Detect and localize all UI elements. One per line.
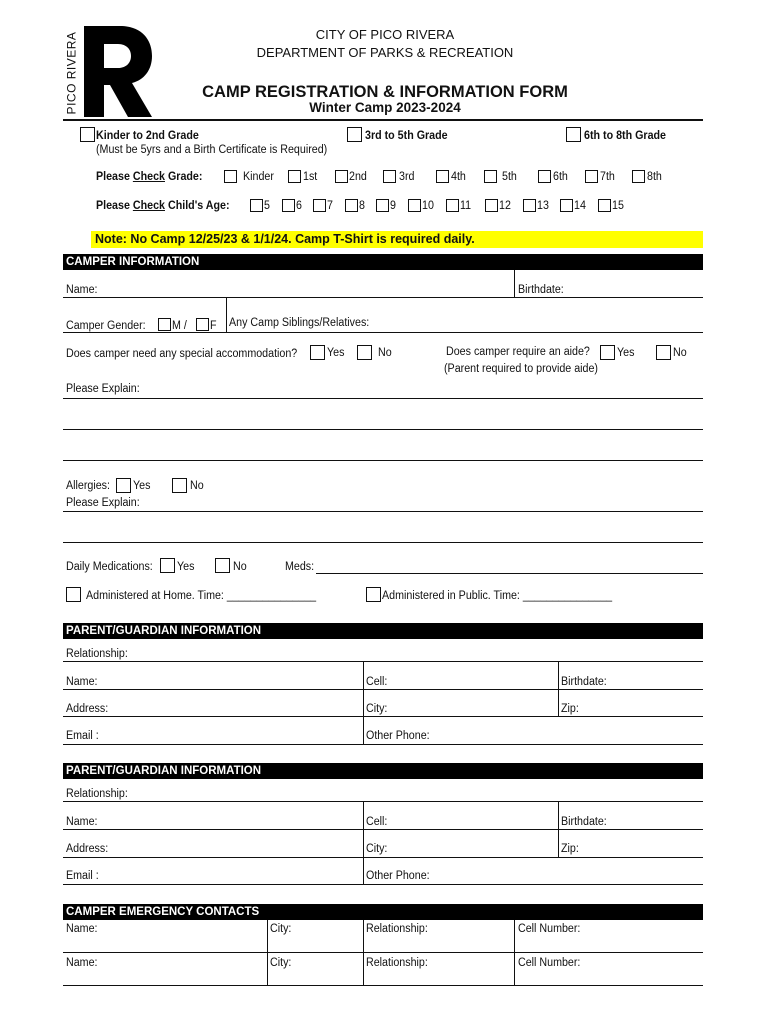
parent-1-zip-field[interactable]: Zip: (561, 703, 579, 715)
age-7-checkbox[interactable] (313, 199, 326, 212)
aide-yes-label: Yes (617, 347, 635, 359)
medications-no-label: No (233, 561, 247, 573)
camper-name-field[interactable]: Name: (66, 284, 98, 296)
aide-yes-checkbox[interactable] (600, 345, 615, 360)
allergies-no-label: No (190, 480, 204, 492)
accommodation-yes-label: Yes (327, 347, 345, 359)
parent-1-address-field[interactable]: Address: (66, 703, 109, 715)
meds-label: Meds: (285, 561, 315, 573)
3rd-to-5th-label: 3rd to 5th Grade (365, 130, 448, 142)
age-12-checkbox[interactable] (485, 199, 498, 212)
emergency-rule-2 (63, 985, 703, 986)
form-title: CAMP REGISTRATION & INFORMATION FORM (202, 83, 568, 101)
camper-birthdate-field[interactable]: Birthdate: (518, 284, 564, 296)
parent-2-rule-3 (63, 857, 703, 858)
administered-public-label: Administered in Public. Time: _______________ (382, 590, 613, 602)
parent-2-col-divider-2 (558, 801, 559, 857)
explain-line-1[interactable] (63, 398, 703, 399)
meds-field[interactable] (316, 573, 703, 574)
age-11-label: 11 (460, 200, 472, 212)
parent-1-header: PARENT/GUARDIAN INFORMATION (63, 623, 703, 639)
age-8-label: 8 (359, 200, 365, 212)
explain-line-2[interactable] (63, 429, 703, 430)
grade-4th-label: 4th (451, 171, 466, 183)
age-9-label: 9 (390, 200, 396, 212)
age-6-label: 6 (296, 200, 302, 212)
grade-label-check: Check (132, 171, 165, 183)
age-8-checkbox[interactable] (345, 199, 358, 212)
gender-m-checkbox[interactable] (158, 318, 171, 331)
age-11-checkbox[interactable] (446, 199, 459, 212)
parent-2-zip-field[interactable]: Zip: (561, 843, 579, 855)
emergency-1-cell-field[interactable]: Cell Number: (518, 923, 581, 935)
parent-2-address-field[interactable]: Address: (66, 843, 109, 855)
kinder-to-2nd-checkbox[interactable] (80, 127, 95, 142)
grade-6th-label: 6th (553, 171, 568, 183)
parent-2-rule-4 (63, 884, 703, 885)
gender-rule (63, 332, 703, 333)
logo-vertical-text: PICO RIVERA (64, 31, 79, 115)
allergies-yes-label: Yes (133, 480, 151, 492)
emergency-contacts-header: CAMPER EMERGENCY CONTACTS (63, 904, 703, 920)
parent-2-rule-2 (63, 829, 703, 830)
gender-f-checkbox[interactable] (196, 318, 209, 331)
grade-4th-checkbox[interactable] (436, 170, 449, 183)
grade-5th-label: 5th (502, 171, 517, 183)
parent-1-other-phone-field[interactable]: Other Phone: (366, 730, 430, 742)
grade-6th-checkbox[interactable] (538, 170, 551, 183)
age-row-label (96, 200, 230, 213)
allergies-explain-label: Please Explain: (66, 497, 140, 509)
accommodation-question: Does camper need any special accommodation? (66, 348, 298, 360)
medications-yes-checkbox[interactable] (160, 558, 175, 573)
age-10-label: 10 (422, 200, 434, 212)
emergency-rule-1 (63, 952, 703, 953)
age-5-label: 5 (264, 200, 270, 212)
age-9-checkbox[interactable] (376, 199, 389, 212)
grade-5th-checkbox[interactable] (484, 170, 497, 183)
age-12-label: 12 (499, 200, 511, 212)
parent-2-other-phone-field[interactable]: Other Phone: (366, 870, 430, 882)
kinder-to-2nd-label: Kinder to 2nd Grade (96, 130, 199, 142)
accommodation-no-checkbox[interactable] (357, 345, 372, 360)
form-subtitle: Winter Camp 2023-2024 (309, 100, 461, 115)
parent-2-header: PARENT/GUARDIAN INFORMATION (63, 763, 703, 779)
grade-3rd-label: 3rd (399, 171, 415, 183)
header-rule (63, 119, 703, 121)
gender-m-label: M / (172, 320, 187, 332)
age-13-label: 13 (537, 200, 549, 212)
6th-to-8th-label: 6th to 8th Grade (584, 130, 667, 142)
gender-f-label: F (210, 320, 217, 332)
age-10-checkbox[interactable] (408, 199, 421, 212)
camper-gender-label: Camper Gender: (66, 320, 146, 332)
grade-label-pre: Please (96, 171, 133, 183)
age-label-check: Check (132, 200, 165, 212)
accommodation-no-label: No (378, 347, 392, 359)
age-7-label: 7 (327, 200, 333, 212)
parent-2-cell-field[interactable]: Cell: (366, 816, 388, 828)
medications-label: Daily Medications: (66, 561, 153, 573)
kinder-requirement-note: (Must be 5yrs and a Birth Certificate is Required) (96, 144, 328, 156)
aide-no-checkbox[interactable] (656, 345, 671, 360)
grade-kinder-checkbox[interactable] (224, 170, 237, 183)
6th-to-8th-checkbox[interactable] (566, 127, 581, 142)
medications-yes-label: Yes (177, 561, 195, 573)
emergency-2-city-field[interactable]: City: (270, 957, 292, 969)
siblings-field[interactable]: Any Camp Siblings/Relatives: (229, 317, 370, 329)
emergency-1-relationship-field[interactable]: Relationship: (366, 923, 428, 935)
allergies-yes-checkbox[interactable] (116, 478, 131, 493)
age-14-label: 14 (574, 200, 586, 212)
grade-1st-checkbox[interactable] (288, 170, 301, 183)
age-5-checkbox[interactable] (250, 199, 263, 212)
medications-no-checkbox[interactable] (215, 558, 230, 573)
aide-question: Does camper require an aide? (446, 346, 590, 358)
grade-7th-checkbox[interactable] (585, 170, 598, 183)
parent-1-name-field[interactable]: Name: (66, 676, 98, 688)
accommodation-yes-checkbox[interactable] (310, 345, 325, 360)
allergies-line-1[interactable] (63, 511, 703, 512)
emergency-2-relationship-field[interactable]: Relationship: (366, 957, 428, 969)
allergies-line-2[interactable] (63, 542, 703, 543)
age-15-checkbox[interactable] (598, 199, 611, 212)
parent-1-relationship-field[interactable]: Relationship: (66, 648, 128, 660)
parent-1-cell-field[interactable]: Cell: (366, 676, 388, 688)
emergency-col-divider-1 (267, 920, 268, 985)
camper-information-header: CAMPER INFORMATION (63, 254, 703, 270)
emergency-col-divider-2 (363, 920, 364, 985)
aide-note: (Parent required to provide aide) (444, 363, 598, 375)
age-13-checkbox[interactable] (523, 199, 536, 212)
grade-1st-label: 1st (303, 171, 318, 183)
parent-2-city-field[interactable]: City: (366, 843, 388, 855)
grade-row-label (96, 171, 202, 184)
parent-1-col-divider-1 (363, 661, 364, 744)
camper-name-divider (514, 270, 515, 297)
parent-1-rule-2 (63, 689, 703, 690)
grade-kinder-label: Kinder (243, 171, 274, 183)
parent-2-birthdate-field[interactable]: Birthdate: (561, 816, 607, 828)
grade-7th-label: 7th (600, 171, 615, 183)
accommodation-explain-label: Please Explain: (66, 383, 140, 395)
parent-1-city-field[interactable]: City: (366, 703, 388, 715)
emergency-col-divider-3 (514, 920, 515, 985)
explain-line-3[interactable] (63, 460, 703, 461)
parent-2-email-field[interactable]: Email : (66, 870, 99, 882)
camp-closure-note: Note: No Camp 12/25/23 & 1/1/24. Camp T-Shirt is required daily. (91, 231, 703, 248)
emergency-1-name-field[interactable]: Name: (66, 923, 98, 935)
parent-1-rule-1 (63, 661, 703, 662)
age-6-checkbox[interactable] (282, 199, 295, 212)
department-name: DEPARTMENT OF PARKS & RECREATION (256, 45, 514, 60)
gender-divider (226, 297, 227, 332)
allergies-no-checkbox[interactable] (172, 478, 187, 493)
age-15-label: 15 (612, 200, 624, 212)
parent-1-birthdate-field[interactable]: Birthdate: (561, 676, 607, 688)
parent-2-rule-1 (63, 801, 703, 802)
grade-label-post: Grade: (164, 171, 203, 183)
administered-public-checkbox[interactable] (366, 587, 381, 602)
age-14-checkbox[interactable] (560, 199, 573, 212)
emergency-2-name-field[interactable]: Name: (66, 957, 98, 969)
grade-3rd-checkbox[interactable] (383, 170, 396, 183)
parent-1-email-field[interactable]: Email : (66, 730, 99, 742)
allergies-label: Allergies: (66, 480, 111, 492)
grade-2nd-label: 2nd (349, 171, 367, 183)
city-name: CITY OF PICO RIVERA (315, 27, 455, 42)
administered-home-label: Administered at Home. Time: _______________ (86, 590, 317, 602)
aide-no-label: No (673, 347, 687, 359)
parent-2-name-field[interactable]: Name: (66, 816, 98, 828)
age-label-pre: Please (96, 200, 133, 212)
parent-1-rule-3 (63, 716, 703, 717)
administered-home-checkbox[interactable] (66, 587, 81, 602)
emergency-2-cell-field[interactable]: Cell Number: (518, 957, 581, 969)
age-label-post: Child's Age: (164, 200, 230, 212)
grade-2nd-checkbox[interactable] (335, 170, 348, 183)
parent-2-relationship-field[interactable]: Relationship: (66, 788, 128, 800)
emergency-1-city-field[interactable]: City: (270, 923, 292, 935)
grade-8th-label: 8th (647, 171, 662, 183)
city-logo (62, 24, 157, 119)
3rd-to-5th-checkbox[interactable] (347, 127, 362, 142)
parent-1-rule-4 (63, 744, 703, 745)
camper-name-rule (63, 297, 703, 298)
parent-1-col-divider-2 (558, 661, 559, 716)
parent-2-col-divider-1 (363, 801, 364, 884)
grade-8th-checkbox[interactable] (632, 170, 645, 183)
